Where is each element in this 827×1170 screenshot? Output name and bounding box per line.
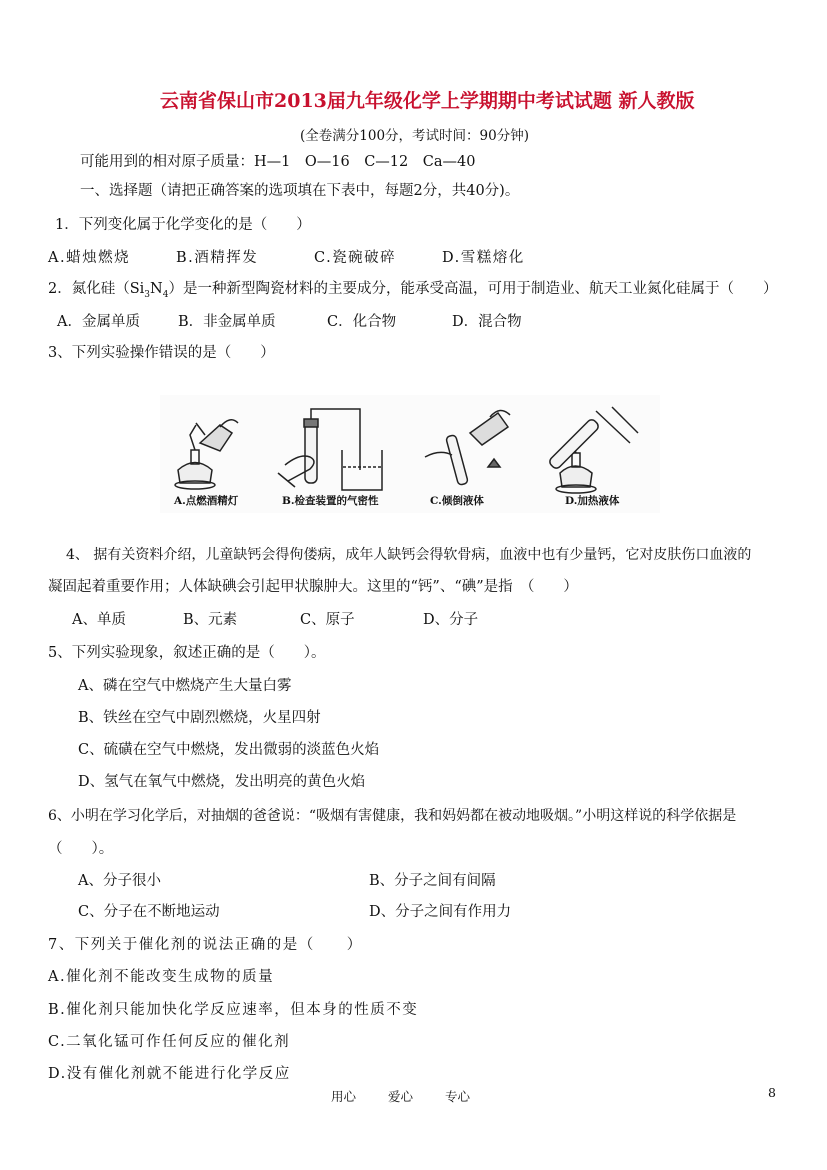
q2-option-b: B．非金属单质 bbox=[178, 314, 276, 330]
q4-option-b: B、元素 bbox=[183, 612, 238, 628]
figure-label-b: B.检查装置的气密性 bbox=[282, 495, 379, 507]
q4-option-c: C、原子 bbox=[300, 612, 355, 628]
exam-subtitle: (全卷满分100分，考试时间：90分钟) bbox=[300, 128, 529, 144]
q6-option-d: D、分子之间有作用力 bbox=[369, 904, 512, 920]
q7-option-c: C.二氧化锰可作任何反应的催化剂 bbox=[48, 1034, 291, 1050]
q1-option-d: D.雪糕熔化 bbox=[442, 250, 525, 266]
q6-line2: （ ）。 bbox=[48, 841, 114, 857]
q7-option-a: A.催化剂不能改变生成物的质量 bbox=[48, 969, 275, 985]
footer-item-2: 爱心 bbox=[388, 1089, 414, 1104]
q1-stem: 1．下列变化属于化学变化的是（ ） bbox=[55, 217, 311, 233]
section-heading: 一、选择题（请把正确答案的选项填在下表中，每题2分，共40分)。 bbox=[80, 183, 520, 199]
q7-stem: 7、下列关于催化剂的说法正确的是（ ） bbox=[48, 937, 363, 953]
q7-option-b: B.催化剂只能加快化学反应速率，但本身的性质不变 bbox=[48, 1002, 419, 1018]
q7-option-d: D.没有催化剂就不能进行化学反应 bbox=[48, 1066, 291, 1082]
q6-option-c: C、分子在不断地运动 bbox=[78, 904, 220, 920]
q1-option-b: B.酒精挥发 bbox=[176, 250, 259, 266]
footer-item-1: 用心 bbox=[331, 1089, 357, 1104]
q2-option-c: C．化合物 bbox=[327, 314, 397, 330]
q4-option-d: D、分子 bbox=[423, 612, 479, 628]
exam-title: 云南省保山市2013届九年级化学上学期期中考试试题 新人教版 bbox=[160, 90, 695, 112]
q1-option-a: A.蜡烛燃烧 bbox=[48, 250, 131, 266]
q2-option-d: D．混合物 bbox=[452, 314, 522, 330]
q6-option-b: B、分子之间有间隔 bbox=[369, 873, 496, 889]
q1-option-c: C.瓷碗破碎 bbox=[314, 250, 397, 266]
page-number: 8 bbox=[768, 1085, 776, 1100]
q5-option-d: D、氢气在氧气中燃烧，发出明亮的黄色火焰 bbox=[78, 774, 366, 790]
q4-option-a: A、单质 bbox=[72, 612, 126, 628]
q3-stem: 3、下列实验操作错误的是（ ） bbox=[48, 345, 275, 361]
q2-stem: 2．氮化硅$(Si_3N_4)$是一种新型陶瓷材料的主要成分，能承受高温，可用于制造业、航天工业氮化硅属于（ ） bbox=[48, 281, 778, 300]
q5-option-c: C、硫磺在空气中燃烧，发出微弱的淡蓝色火焰 bbox=[78, 742, 380, 758]
q4-line2: 凝固起着重要作用；人体缺碘会引起甲状腺肿大。这里的“钙”、“碘”是指 （ ） bbox=[48, 579, 578, 595]
q5-option-b: B、铁丝在空气中剧烈燃烧，火星四射 bbox=[78, 710, 321, 726]
lab-operations-figure bbox=[160, 395, 660, 513]
q6-option-a: A、分子很小 bbox=[78, 873, 161, 889]
q4-line1: 4、 据有关资料介绍，儿童缺钙会得佝偻病，成年人缺钙会得软骨病，血液中也有少量钙，它对皮肤伤口血液的 bbox=[66, 547, 752, 563]
q5-option-a: A、磷在空气中燃烧产生大量白雾 bbox=[78, 678, 292, 694]
figure-label-d: D.加热液体 bbox=[565, 495, 620, 507]
footer-item-3: 专心 bbox=[445, 1089, 471, 1104]
figure-label-c: C.倾倒液体 bbox=[430, 495, 484, 507]
q2-option-a: A．金属单质 bbox=[57, 314, 140, 330]
q5-stem: 5、下列实验现象，叙述正确的是（ ）。 bbox=[48, 645, 326, 661]
atomic-mass-line: 可能用到的相对原子质量：H—1 O—16 C—12 Ca—40 bbox=[80, 154, 476, 170]
figure-label-a: A.点燃酒精灯 bbox=[174, 495, 239, 507]
q6-line1: 6、小明在学习化学后，对抽烟的爸爸说：“吸烟有害健康，我和妈妈都在被动地吸烟。”小明这样说的科学依据是 bbox=[48, 808, 737, 824]
